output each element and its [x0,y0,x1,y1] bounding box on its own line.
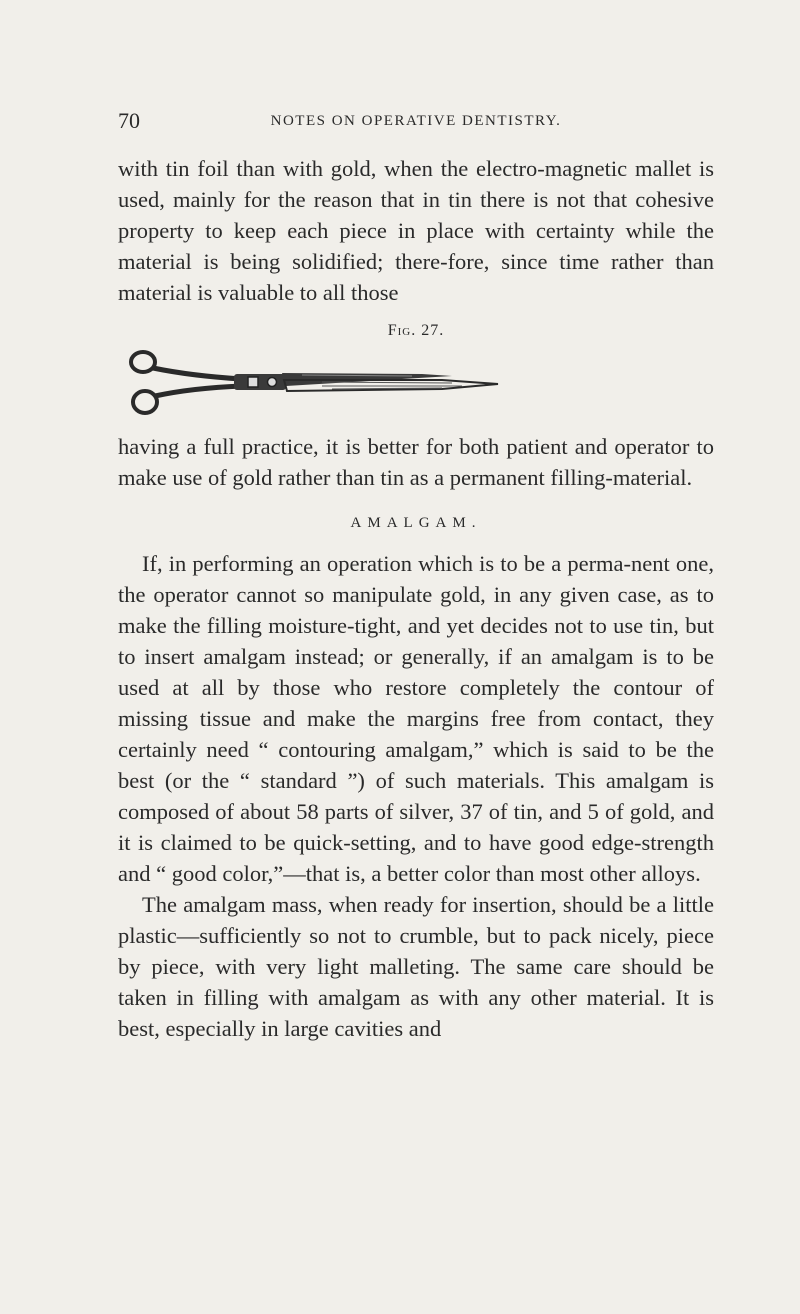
figure-caption: Fig. 27. [387,322,445,339]
paragraph-4: The amalgam mass, when ready for insertion, should be a little plastic—sufficiently so not to crumble, but to pack nicely, piece by piece, with very light malleting. The same care should be taken in filling with amalgam as with any other material. It is best, especially in large cavities and [118,892,714,1041]
pliers-instrument-illustration [122,346,714,425]
page-number: 70 [118,108,140,133]
paragraph-1: with tin foil than with gold, when the electro-magnetic mallet is used, mainly for the reason that in tin there is not that cohesive property to keep each piece in place with certainty while the material is being solidified; there-fore, since time rather than material is valuable to all those [118,156,714,305]
paragraph-2: having a full practice, it is better for both patient and operator to make use of gold rather than tin as a permanent filling-material. [118,434,714,490]
figure-27 [118,322,714,425]
pliers-icon [122,346,502,420]
paragraph-3: If, in performing an operation which is to be a perma-nent one, the operator cannot so manipulate gold, in any given case, as to make the filling moisture-tight, and yet decides not to use tin, but to insert amalgam instead; or generally, if an amalgam is to be used at all by those who restore completely the contour of missing tissue and make the margins free from contact, they certainly need “ contouring amalgam,” which is said to be the best (or the “ standard ”) of such materials. This amalgam is composed of about 58 parts of silver, 37 of tin, and 5 of gold, and it is claimed to be quick-setting, and to have good edge-strength and “ good color,”—that is, a better color than most other alloys. [118,551,714,886]
section-heading: AMALGAM. [350,515,482,531]
book-page [118,108,714,1044]
running-title: NOTES ON OPERATIVE DENTISTRY. [270,113,562,129]
running-head [118,108,714,138]
